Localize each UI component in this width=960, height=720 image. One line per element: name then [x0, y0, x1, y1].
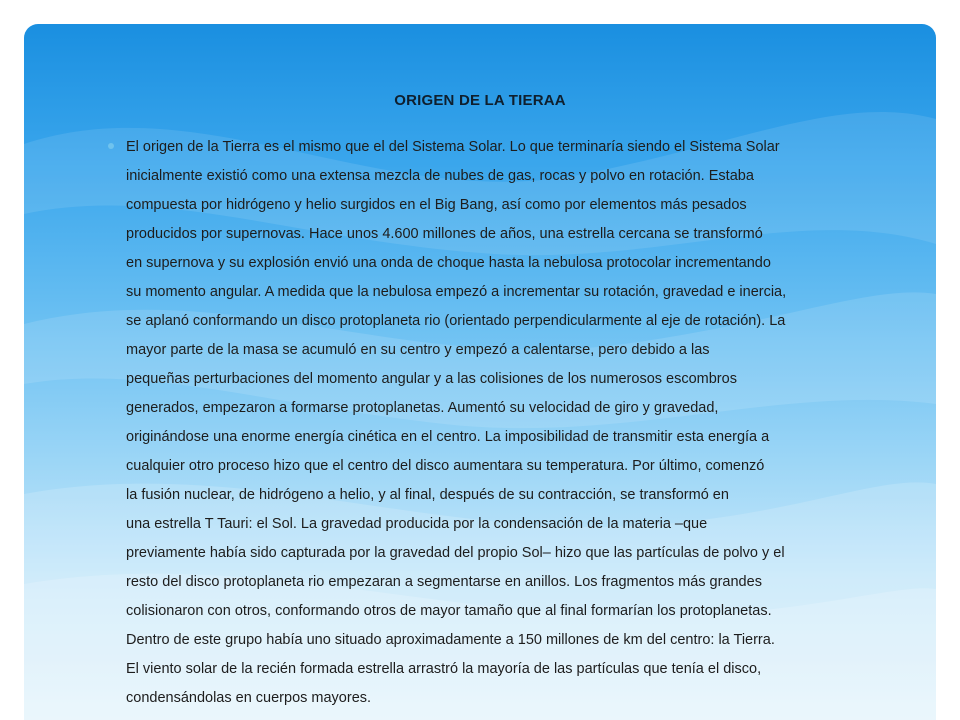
body-text-line: El viento solar de la recién formada estrella arrastró la mayoría de las partículas que tenía el disco, [126, 661, 762, 677]
body-text-line: condensándolas en cuerpos mayores. [126, 690, 372, 706]
body-text-line: Dentro de este grupo había uno situado aproximadamente a 150 millones de km del centro: la Tierra. [126, 632, 775, 648]
body-text-line: previamente había sido capturada por la gravedad del propio Sol– hizo que las partículas de polvo y el [126, 545, 785, 561]
body-text-line: mayor parte de la masa se acumuló en su centro y empezó a calentarse, pero debido a las [126, 342, 710, 358]
body-text-line: originándose una enorme energía cinética en el centro. La imposibilidad de transmitir esta energía a [126, 429, 770, 445]
body-text-line: resto del disco protoplaneta rio empezaran a segmentarse en anillos. Los fragmentos más grandes [126, 574, 762, 590]
body-text-line: generados, empezaron a formarse protoplanetas. Aumentó su velocidad de giro y gravedad, [126, 400, 719, 416]
bullet-icon [108, 143, 114, 149]
body-text-line: cualquier otro proceso hizo que el centro del disco aumentara su temperatura. Por último, comenzó [126, 458, 765, 474]
slide-title: ORIGEN DE LA TIERAA [394, 92, 566, 109]
body-text-line: la fusión nuclear, de hidrógeno a helio, y al final, después de su contracción, se transformó en [126, 487, 729, 503]
body-text-line: una estrella T Tauri: el Sol. La gravedad producida por la condensación de la materia –que [126, 516, 708, 532]
body-text-line: compuesta por hidrógeno y helio surgidos en el Big Bang, así como por elementos más pesados [126, 197, 747, 213]
body-text-line: se aplanó conformando un disco protoplaneta rio (orientado perpendicularmente al eje de rotación). La [126, 313, 786, 329]
body-text-line: producidos por supernovas. Hace unos 4.600 millones de años, una estrella cercana se transformó [126, 226, 763, 242]
body-text-line: en supernova y su explosión envió una onda de choque hasta la nebulosa protocolar incrementando [126, 255, 771, 271]
body-text-line: su momento angular. A medida que la nebulosa empezó a incrementar su rotación, gravedad e inercia, [126, 284, 787, 300]
slide-body-text [126, 133, 866, 713]
body-text-line: pequeñas perturbaciones del momento angular y a las colisiones de los numerosos escombros [126, 371, 737, 387]
body-text-line: colisionaron con otros, conformando otros de mayor tamaño que al final formarían los protoplanetas. [126, 603, 772, 619]
body-text-line: inicialmente existió como una extensa mezcla de nubes de gas, rocas y polvo en rotación. Estaba [126, 168, 754, 184]
body-text-line: El origen de la Tierra es el mismo que el del Sistema Solar. Lo que terminaría siendo el Sistema Solar [126, 139, 780, 155]
